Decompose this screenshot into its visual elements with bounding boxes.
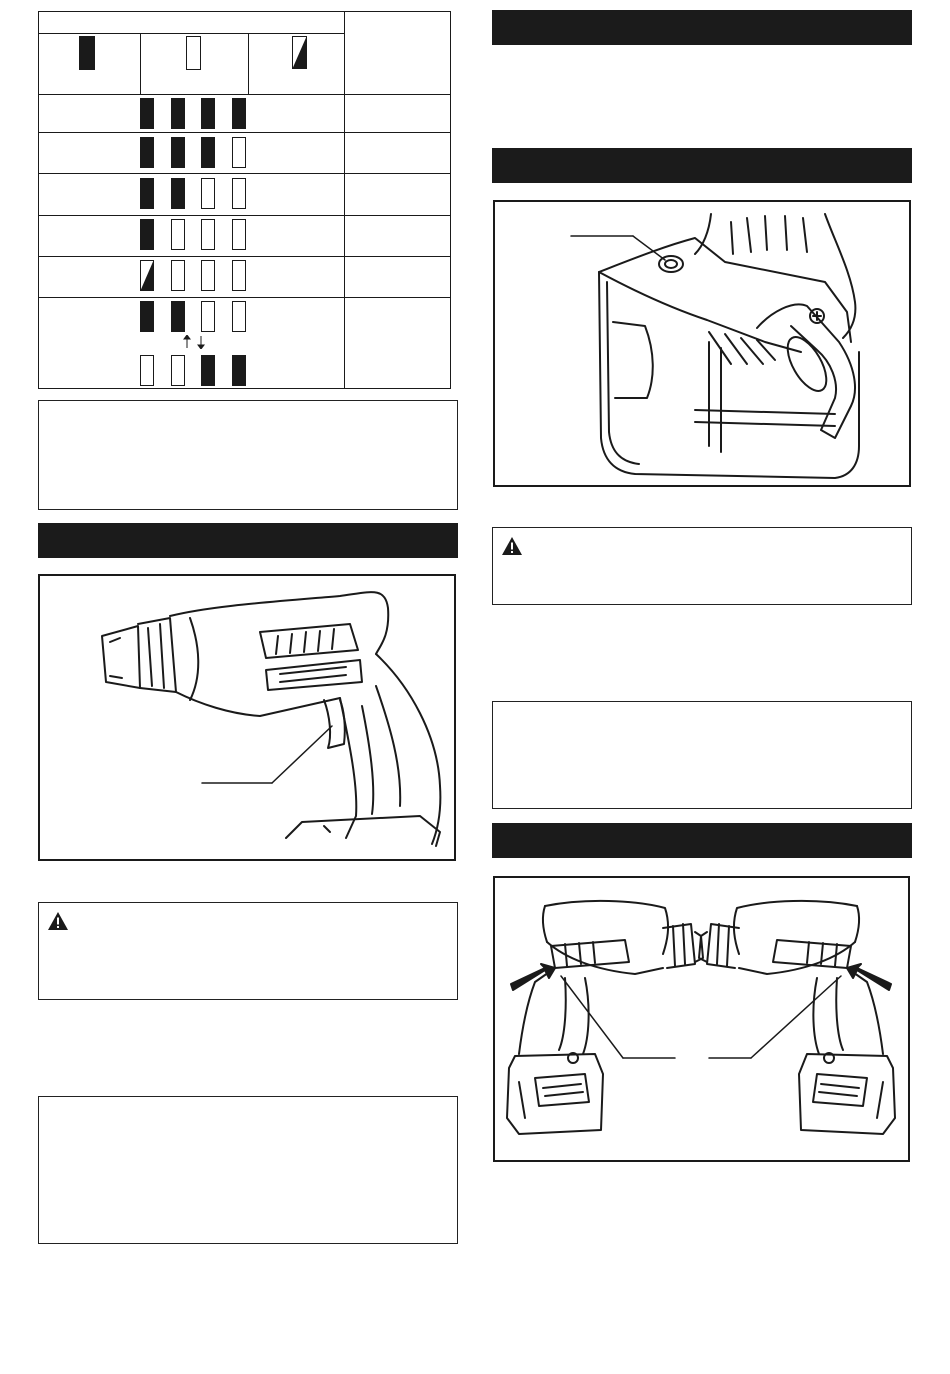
lamp-off-icon [232, 137, 246, 168]
lamp-off-icon [232, 178, 246, 209]
lamp-lit-icon [140, 301, 154, 332]
drill-both-sides-illustration [495, 878, 908, 1160]
lamp-lit-icon [140, 137, 154, 168]
note-box [492, 701, 912, 809]
warning-box [492, 527, 912, 605]
lamp-off-icon [232, 260, 246, 291]
lamp-lit-icon [201, 355, 215, 386]
lamp-lit-icon [140, 219, 154, 250]
note-box [38, 400, 458, 510]
section-heading-bar [492, 10, 912, 45]
lamp-off-icon [201, 301, 215, 332]
lamp-off-icon [232, 219, 246, 250]
warning-box [38, 902, 458, 1000]
lamp-off-icon [201, 178, 215, 209]
lamp-off-icon [186, 36, 201, 70]
section-heading-bar [492, 823, 912, 858]
lamp-lit-icon [171, 98, 185, 129]
alternate-arrows-icon [182, 335, 206, 349]
lamp-lit-icon [201, 98, 215, 129]
lamp-off-icon [201, 260, 215, 291]
lamp-blinking-icon [292, 36, 307, 69]
lamp-lit-icon [171, 137, 185, 168]
lamp-lit-icon [140, 178, 154, 209]
lamp-off-icon [171, 260, 185, 291]
lamp-lit-icon [171, 301, 185, 332]
lamp-off-icon [171, 355, 185, 386]
lamp-off-icon [140, 355, 154, 386]
warning-triangle-icon [501, 536, 523, 556]
lamp-lit-icon [171, 178, 185, 209]
lamp-lit-icon [232, 98, 246, 129]
warning-triangle-icon [47, 911, 69, 931]
battery-cartridge-figure [493, 200, 911, 487]
lamp-lit-icon [140, 98, 154, 129]
indicator-table [38, 11, 451, 389]
switch-action-figure [38, 574, 456, 861]
lamp-lit-icon [79, 36, 95, 70]
section-heading-bar [492, 148, 912, 183]
lamp-off-icon [201, 219, 215, 250]
lamp-lit-icon [232, 355, 246, 386]
note-box [38, 1096, 458, 1244]
lamp-lit-icon [201, 137, 215, 168]
section-heading-bar [38, 523, 458, 558]
lamp-off-icon [171, 219, 185, 250]
lamp-blinking-icon [140, 260, 154, 291]
battery-cartridge-illustration [495, 202, 909, 485]
lamp-off-icon [232, 301, 246, 332]
drill-switch-illustration [40, 576, 454, 859]
lamp-switch-figure [493, 876, 910, 1162]
